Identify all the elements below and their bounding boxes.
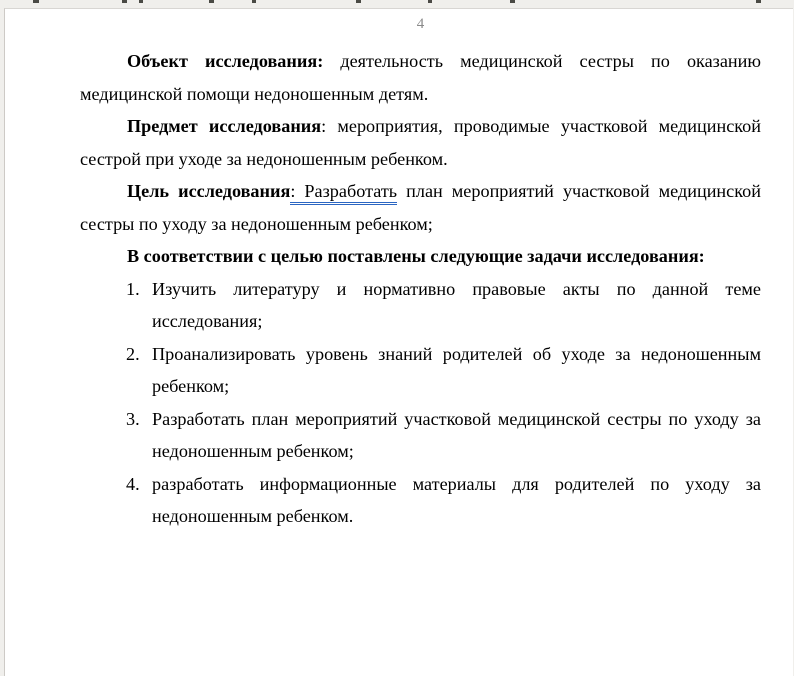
run-regular: : мероприятия, проводимые участковой медицинской [321,116,762,136]
text-line [80,273,761,306]
text-line: исследования; [152,311,263,331]
page-number: 4 [416,16,425,32]
text-line: медицинской помощи недоношенным детям. [80,83,429,104]
text-line [80,110,761,143]
run-bold: Цель исследования [127,181,291,201]
text-line: сестры по уходу за недоношенным ребенком; [80,213,433,234]
task-list [80,273,761,533]
document-page[interactable] [4,8,793,676]
run-bold: Объект исследования: [127,51,324,71]
text-line: сестрой при уходе за недоношенным ребенком. [80,148,448,169]
run-regular: план мероприятий участковой медицинской [397,181,761,201]
text-line: недоношенным ребенком; [152,441,354,461]
list-number: 1. [126,278,140,299]
grammar-checked-text: : Разработать [290,181,397,205]
run-regular: Проанализировать уровень знаний родителей об уходе за недоношенным [152,343,761,364]
paragraph-subject [80,110,761,175]
text-line: ребенком; [152,376,230,396]
paragraph-goal [80,175,761,240]
text-line [80,403,761,436]
run-bold: В соответствии с целью поставлены следующие задачи исследования: [127,246,705,266]
list-number: 2. [126,343,140,364]
paragraph-tasks-heading [80,240,761,273]
text-line [80,338,761,371]
list-item [80,403,761,468]
clipped-text-fragments [0,0,794,6]
paragraph-object [80,45,761,110]
list-number: 3. [126,408,140,429]
text-line [80,45,761,78]
run-regular: деятельность медицинской сестры по оказанию [323,51,761,71]
text-line [80,175,761,208]
document-body [80,45,761,533]
run-regular: разработать информационные материалы для родителей по уходу за [152,473,761,494]
text-line [80,240,761,273]
list-number: 4. [126,473,140,494]
list-item [80,468,761,533]
run-regular: Разработать план мероприятий участковой медицинской сестры по уходу за [152,408,761,429]
list-item [80,338,761,403]
run-bold: Предмет исследования [127,116,322,136]
text-line [80,468,761,501]
run-regular: Изучить литературу и нормативно правовые акты по данной теме [152,278,761,299]
text-line: недоношенным ребенком. [152,506,354,526]
list-item [80,273,761,338]
page-header [80,14,761,34]
